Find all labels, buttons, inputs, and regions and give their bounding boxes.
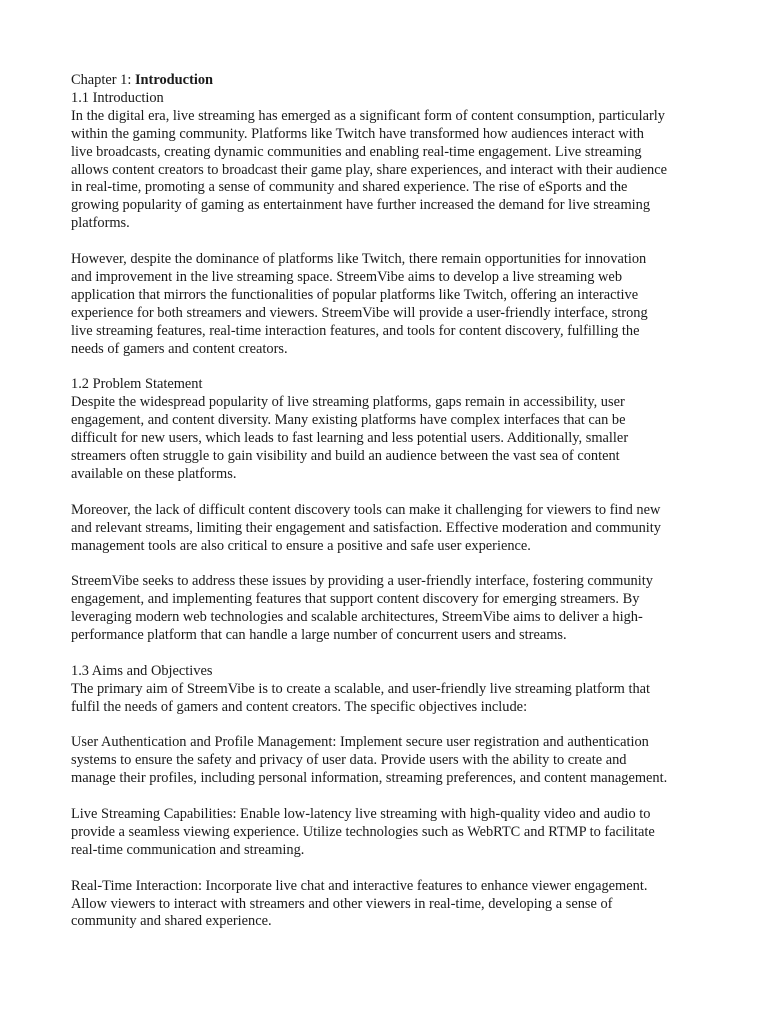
chapter-title: Introduction: [134, 72, 214, 88]
text-line: engagement, and content diversity. Many existing platforms have complex interfaces that can be: [71, 412, 626, 429]
paragraph: [71, 502, 711, 556]
section-heading: 1.3 Aims and Objectives: [71, 662, 213, 679]
text-line: in real-time, promoting a sense of community and shared experience. The rise of eSports and the: [71, 179, 628, 196]
paragraph: [71, 108, 711, 233]
chapter-label: Chapter 1:: [71, 72, 135, 88]
paragraph: [71, 394, 711, 484]
text-line: Moreover, the lack of difficult content discovery tools can make it challenging for viewers to find new: [71, 501, 661, 518]
text-line: provide a seamless viewing experience. Utilize technologies such as WebRTC and RTMP to facilitate: [71, 823, 655, 840]
text-line: In the digital era, live streaming has emerged as a significant form of content consumption, particularly: [71, 107, 665, 124]
text-line: management tools are also critical to ensure a positive and safe user experience.: [71, 537, 531, 554]
text-line: engagement, and implementing features that support content discovery for emerging streamers. By: [71, 591, 640, 608]
text-line: streamers often struggle to gain visibility and build an audience between the vast sea of content: [71, 448, 620, 464]
text-line: manage their profiles, including personal information, streaming preferences, and content management.: [71, 770, 668, 787]
text-line: live broadcasts, creating dynamic communities and enabling real-time engagement. Live streaming: [71, 143, 642, 160]
paragraph: [71, 806, 711, 860]
section-heading: 1.2 Problem Statement: [71, 376, 203, 393]
paragraph: [71, 681, 711, 717]
text-line: However, despite the dominance of platforms like Twitch, there remain opportunities for innovation: [71, 251, 647, 268]
section-heading: 1.1 Introduction: [71, 89, 164, 106]
text-line: real-time communication and streaming.: [71, 841, 305, 858]
text-line: growing popularity of gaming as entertainment have further increased the demand for live streaming: [71, 197, 651, 214]
text-line: fulfil the needs of gamers and content creators. The specific objectives include:: [71, 698, 528, 715]
text-line: allows content creators to broadcast their game play, share experiences, and interact with their audience: [71, 161, 668, 178]
document-page: [71, 72, 711, 949]
text-line: needs of gamers and content creators.: [71, 340, 288, 357]
text-line: community and shared experience.: [71, 913, 272, 930]
paragraph: [71, 734, 711, 788]
text-line: Real-Time Interaction: Incorporate live chat and interactive features to enhance viewer engagement.: [71, 877, 648, 894]
text-line: experience for both streamers and viewers. StreemVibe will provide a user-friendly interface, strong: [71, 304, 648, 321]
text-line: performance platform that can handle a large number of concurrent users and streams.: [71, 627, 567, 644]
chapter-heading: [71, 72, 711, 90]
text-line: Live Streaming Capabilities: Enable low-latency live streaming with high-quality video and audio to: [71, 806, 651, 823]
section: [71, 90, 711, 359]
text-line: available on these platforms.: [71, 465, 237, 482]
paragraph: [71, 251, 711, 358]
text-line: StreemVibe seeks to address these issues by providing a user-friendly interface, fostering community: [71, 573, 653, 590]
paragraph: [71, 573, 711, 645]
text-line: difficult for new users, which leads to fast learning and less potential users. Additionally, smaller: [71, 430, 629, 447]
text-line: Despite the widespread popularity of live streaming platforms, gaps remain in accessibility, user: [71, 394, 625, 411]
text-line: leveraging modern web technologies and scalable architectures, StreemVibe aims to deliver a high-: [71, 609, 643, 626]
paragraph: [71, 878, 711, 932]
text-line: within the gaming community. Platforms like Twitch have transformed how audiences interact with: [71, 125, 644, 142]
text-line: platforms.: [71, 215, 130, 232]
section: [71, 663, 711, 932]
text-line: and improvement in the live streaming space. StreemVibe aims to develop a live streaming web: [71, 268, 623, 285]
text-line: User Authentication and Profile Management: Implement secure user registration and authentication: [71, 734, 649, 751]
section: [71, 376, 711, 645]
text-line: and relevant streams, limiting their engagement and satisfaction. Effective moderation and community: [71, 519, 661, 536]
text-line: Allow viewers to interact with streamers and other viewers in real-time, developing a sense of: [71, 895, 613, 912]
document-body: [71, 90, 711, 931]
text-line: live streaming features, real-time interaction features, and tools for content discovery, fulfilling the: [71, 322, 640, 339]
text-line: systems to ensure the safety and privacy of user data. Provide users with the ability to create and: [71, 752, 627, 769]
text-line: application that mirrors the functionalities of popular platforms like Twitch, offering an interactive: [71, 286, 639, 303]
text-line: The primary aim of StreemVibe is to create a scalable, and user-friendly live streaming platform that: [71, 680, 651, 697]
